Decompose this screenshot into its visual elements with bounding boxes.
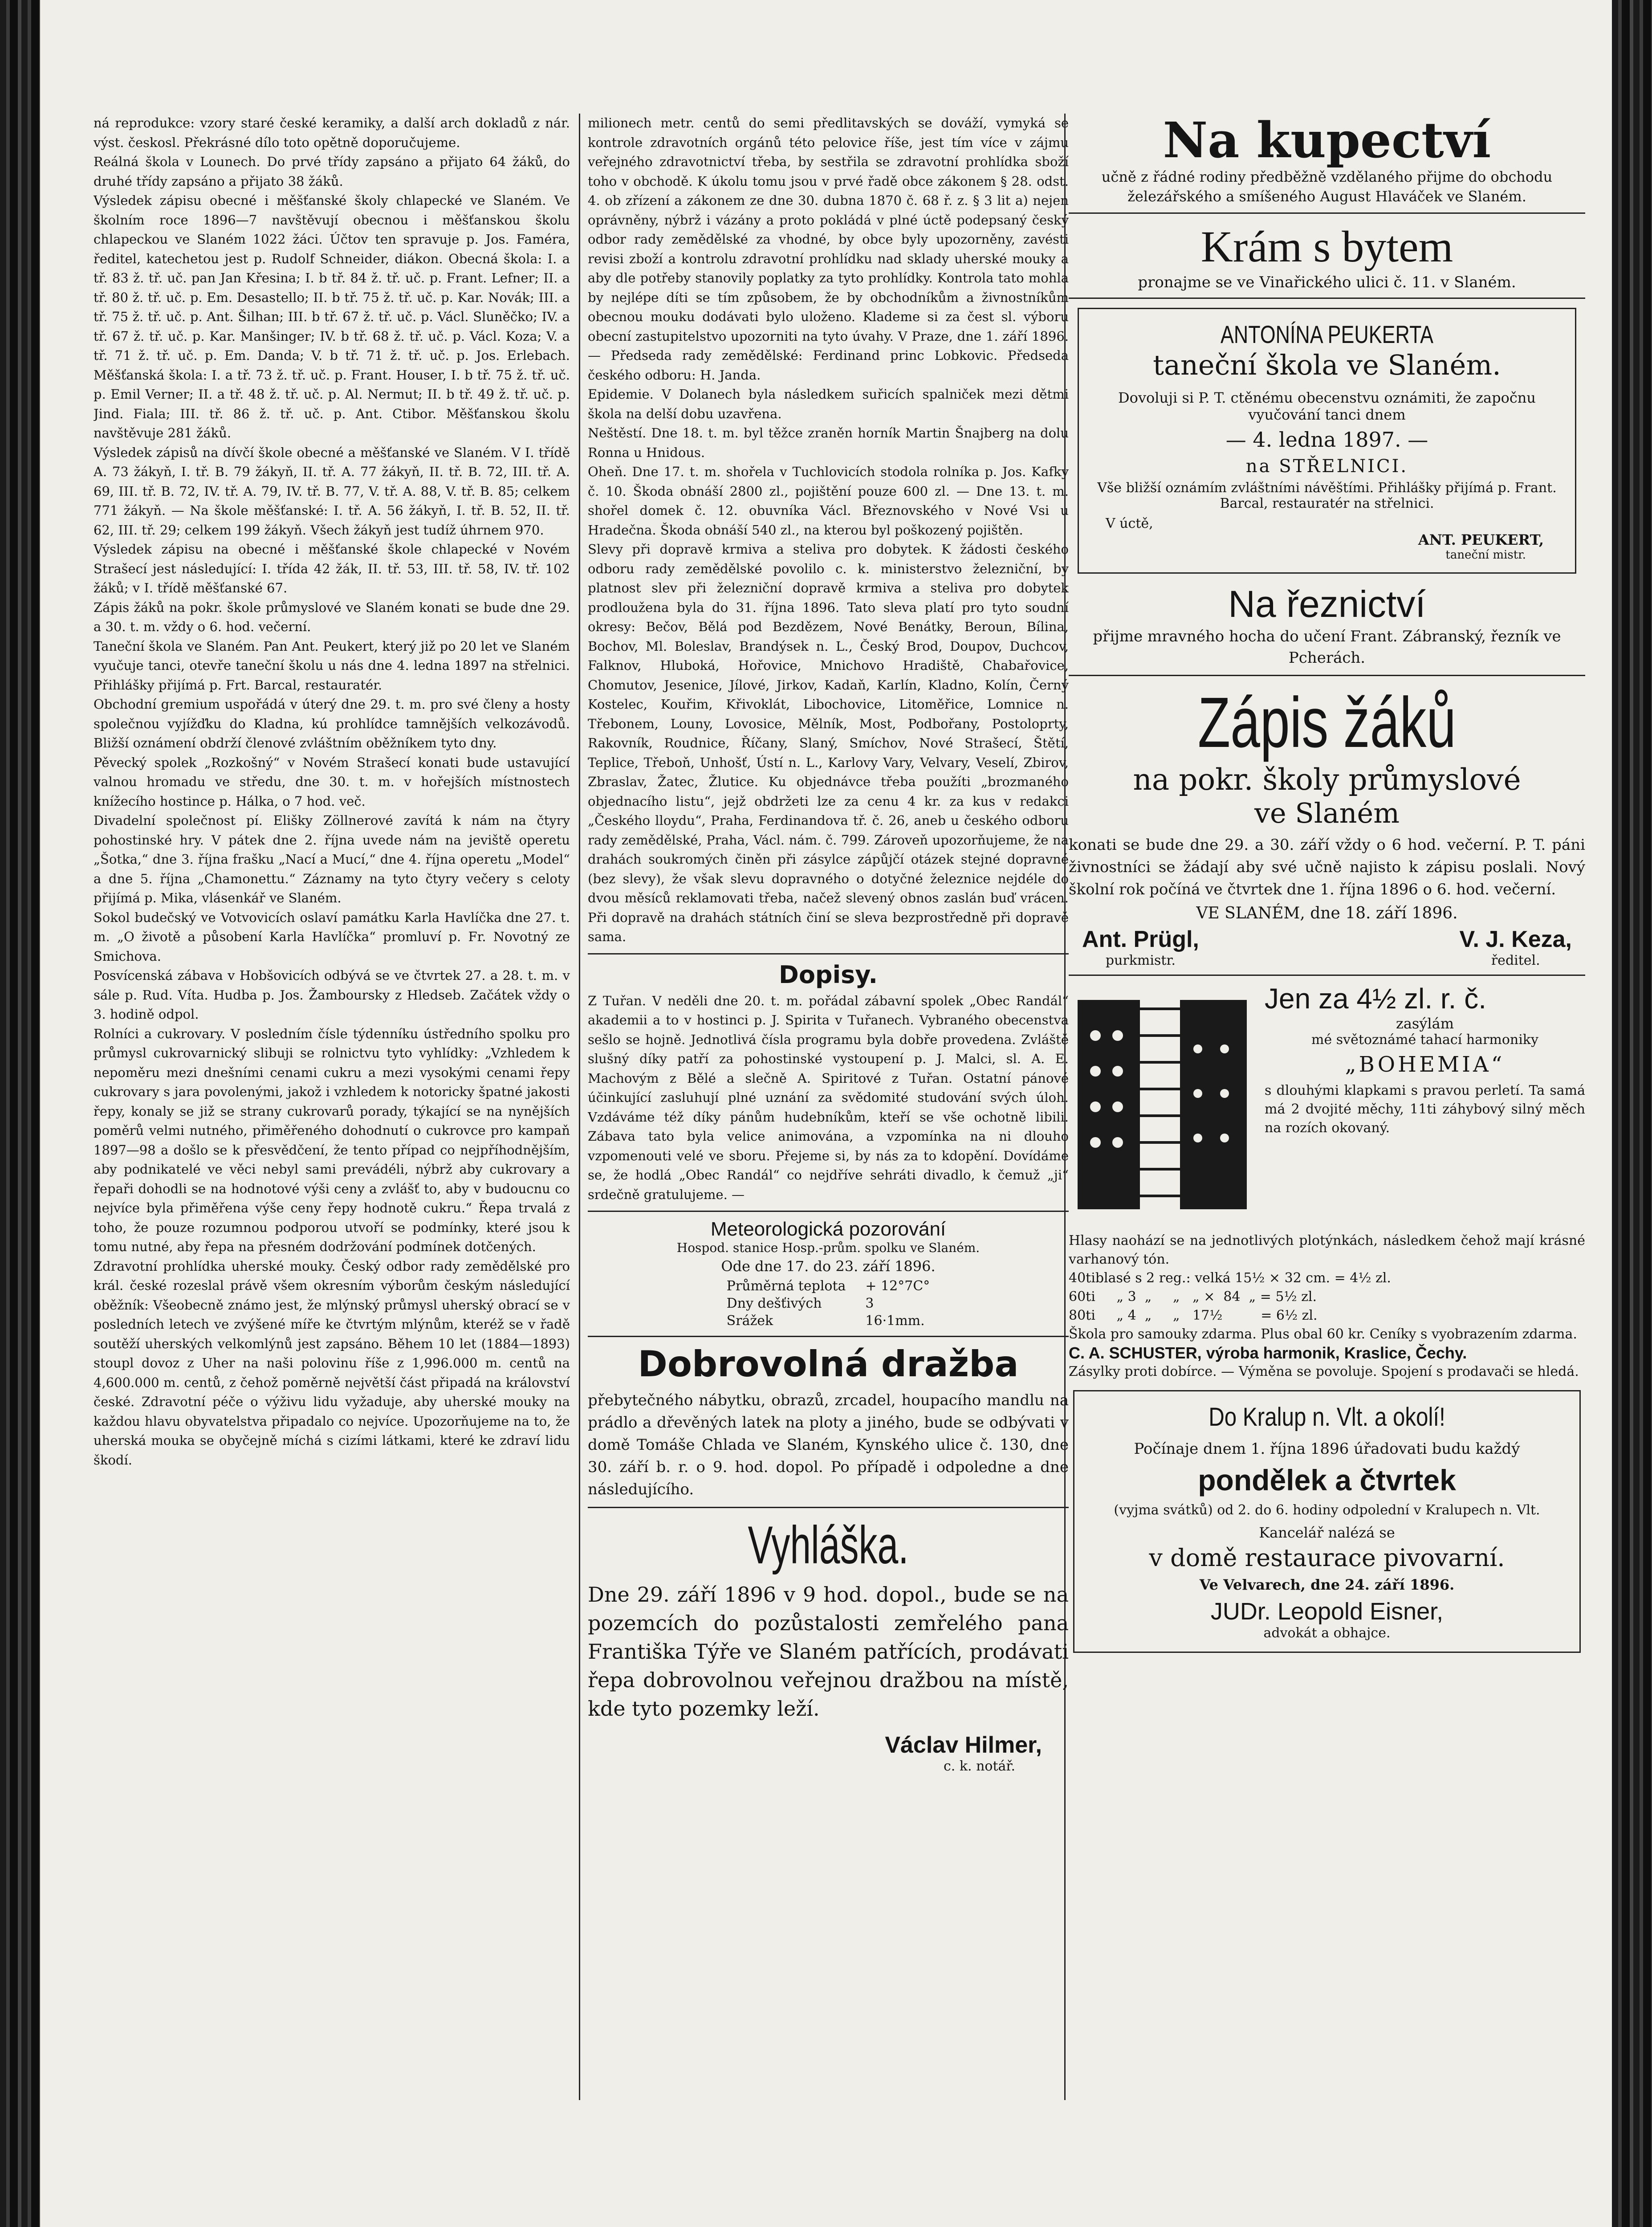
vyhlaska-signature: Václav Hilmer,	[885, 1732, 1042, 1758]
zapis-subtitle-1: na pokr. školy průmyslové	[1133, 763, 1521, 797]
meteo-subtitle: Hospod. stanice Hosp.-prům. spolku ve Slaném.	[676, 1240, 980, 1255]
kupectvi-heading: Na kupectví	[1163, 114, 1491, 169]
news-paragraph: Rolníci a cukrovary. V posledním čísle týdenníku ústředního spolku pro průmysl cukrovarnický slibuji se rolnictvu tyto vyhlídky: „Vzhledem k nepoměru mezi dnešními cenami cukru a mezi vysokými cenami řepy cukrovary s jara povolenými, jakož i vzhledem k notoricky špatné jakosti řepy, konaly se již se strany cukrovarů porady, týkající se na nynějších poměrů velmi nutného, přiměřeného dohodnutí o cukrovce pro kampaň 1897—98 a došlo se k přesvědčení, že tento případ co nejpříhodnějším, aby podnikatelé ve věci nebyl sami prevádéli, nýbrž aby cukrovary a řepaři dohodli se na hodnotové výši ceny a zvlášť to, aby v budoucnu co nejvíce byla přiměřena výše ceny řepy hodnotě cukru.“ Řepa trvalá z toho, že pouze rozumnou podporou utvoří se podmínky, které jsou k tomu nutné, aby řepa na přesném dodržování podmínek dotčených.	[94, 1026, 570, 1254]
zapis-heading: Zápis žáků	[1197, 682, 1457, 762]
accordion-illustration	[1069, 982, 1256, 1232]
harmonika-text-5: Škola pro samouky zdarma. Plus obal 60 kr. Ceníky s vyobrazením zdarma.	[1069, 1326, 1577, 1342]
peukert-date: — 4. ledna 1897. —	[1225, 428, 1428, 452]
meteo-value: 3	[865, 1296, 874, 1311]
peukert-closing: V úctě,	[1106, 516, 1153, 531]
news-paragraph: Reálná škola v Lounech. Do prvé třídy zapsáno a přijato 64 žáků, do druhé třídy zapsáno a přijato 38 žáků.	[94, 154, 570, 189]
dopisy-text: Z Tuřan. V neděli dne 20. t. m. pořádal zábavní spolek „Obec Randál“ akademii a to v hostinci p. J. Spirita v Tuřanech. Vybraného obecenstva sešlo se hojně. Jednotlivá čísla programu byla dobře provedena. Zvláště slušný díky patří za pohostinské vystoupení p. J. Malci, sl. A. E. Machovým z Bělé a slečně A. Spiritové z Tuřan. Ostatní pánové účinkující zasluhují plné uznání za svědomité studování svých úloh. Vzdáváme též díky pánům hudebníkům, kteří se vše ochotně libili. Zábava tato byla velice animována, a vzpomínka na ni dlouho vzpomenouti velé ve sboru. Přejeme si, by nás za to kdopění. Dovídáme se, že hodlá „Obec Randál“ co nejdříve sehráti divadlo, k čemuž „ji“ srdečně gratulujeme. —	[588, 993, 1069, 1202]
vyhlaska-heading: Vyhláška.	[748, 1515, 909, 1575]
peukert-signature: ANT. PEUKERT,	[1418, 531, 1544, 548]
peukert-place: na STŘELNICI.	[1245, 456, 1408, 477]
news-paragraph: Divadelní společnost pí. Elišky Zöllnerové zavítá k nám na čtyry pohostinské hry. V pátek dne 2. října uvede nám na jeviště operetu „Šotka,“ dne 3. října frašku „Nací a Mucí,“ dne 4. října operetu „Model“ a dne 5. října „Chamonettu.“ Záznamy na tyto čtyry večery s celoty přijímá p. Mika, vlásenkář ve Slaném.	[94, 813, 570, 905]
table-row	[717, 1295, 940, 1312]
reznictvi-heading: Na řeznictví	[1228, 583, 1426, 625]
news-paragraph: Epidemie. V Dolanech byla následkem suřicích spalniček mezi dětmi škola na delší dobu uzavřena.	[588, 387, 1069, 421]
meteo-label: Dny dešťivých	[726, 1296, 822, 1311]
divider	[1069, 298, 1585, 299]
kralupy-text-2: (vyjma svátků) od 2. do 6. hodiny odpolední v Kralupech n. Vlt.	[1114, 1502, 1540, 1518]
kupectvi-text: učně z řádné rodiny předběžně vzdělaného přijme do obchodu železářského a smíšeného August Hlaváček ve Slaném.	[1101, 168, 1553, 205]
divider	[1069, 212, 1585, 214]
kralupy-signature: JUDr. Leopold Eisner,	[1210, 1598, 1444, 1625]
divider	[1069, 675, 1585, 676]
news-paragraph: Neštěstí. Dne 18. t. m. byl těžce zraněn horník Martin Šnajberg na dolu Ronna u Hnidous.	[588, 425, 1069, 460]
kralupy-place: v domě restaurace pivovarní.	[1149, 1544, 1505, 1572]
harmonika-text-2: mé světoznámé tahací harmoniky	[1311, 1032, 1538, 1048]
vyhlaska-text: Dne 29. září 1896 v 9 hod. dopol., bude se na pozemcích do pozůstalosti zemřelého pana Františka Týře ve Slaném patřících, prodávati řepa dobrovolnou veřejnou dražbou na místě, kde tyto pozemky leží.	[588, 1583, 1069, 1721]
column-3-ads	[1069, 114, 1585, 2227]
zapis-signature-2-title: ředitel.	[1491, 953, 1540, 968]
news-paragraph: Taneční škola ve Slaném. Pan Ant. Peukert, který již po 20 let ve Slaném vyučuje tanci, otevře taneční školu u nás dne 4. ledna 1897 na střelnici. Přihlášky přijímá p. Frt. Barcal, restauratér.	[94, 638, 570, 693]
news-paragraph: Pěvecký spolek „Rozkošný“ v Novém Strašecí konati bude ustavující valnou hromadu ve středu, dne 30. t. m. v hořejších místnostech knížecího hostince p. Hálka, o 7 hod. več.	[94, 755, 570, 809]
column-2-news	[588, 114, 1069, 2227]
kram-text: pronajme se ve Vinařického ulici č. 11. v Slaném.	[1138, 273, 1516, 291]
zapis-text: konati se bude dne 29. a 30. září vždy o 6 hod. večerní. P. T. páni živnostníci se žádají aby své učně najisto k zápisu poslali. Nový školní rok počíná ve čtvrtek dne 1. října 1896 o 6. hod. večerní.	[1069, 836, 1585, 898]
news-paragraph: Posvícenská zábava v Hobšovicích odbývá se ve čtvrtek 27. a 28. t. m. v sále p. Rud. Víta. Hudba p. Jos. Žamboursky z Hledseb. Začátek vždy o 3. hodině odpol.	[94, 968, 570, 1022]
news-paragraph: ná reprodukce: vzory staré české keramiky, a další arch dokladů z nár. výst. českosl. Překrásné dílo toto opětně doporučujeme.	[94, 115, 570, 150]
kralupy-signature-title: advokát a obhajce.	[1263, 1625, 1391, 1641]
meteo-value: 16·1mm.	[865, 1313, 925, 1329]
divider	[588, 1336, 1069, 1337]
meteo-table	[717, 1277, 940, 1330]
scan-left-edge	[0, 0, 40, 2227]
divider	[588, 1507, 1069, 1508]
harmonika-company: C. A. SCHUSTER, výroba harmonik, Kraslice, Čechy.	[1069, 1344, 1467, 1362]
peukert-ad	[1078, 308, 1576, 574]
divider	[588, 1211, 1069, 1212]
zapis-signature-2: V. J. Keza,	[1459, 926, 1572, 952]
harmonika-brand: „BOHEMIA“	[1345, 1052, 1505, 1077]
dopisy-heading: Dopisy.	[779, 960, 878, 989]
kralupy-ad	[1073, 1390, 1581, 1653]
news-paragraph: milionech metr. centů do semi předlitavských se dováží, vymyká se kontrole zdravotních orgánů této pelovice říše, jest tím více v zájmu veřejného zdravotnictví třeba, by sestřila se zdravotní prohlídka sboží toho v obchodě. K úkolu tomu jsou v prvé řadě obce zákonem § 28. odst. 4. ob zřízení a zákonem ze dne 30. dubna 1870 č. 68 ř. z. § 3 lit a) nejen oprávněny, nýbrž i vázány a proto pokládá v plné úctě podepsaný český odbor rady zemědělské za vhodné, by obce byly upozorněny, zavésti revisi zboží a kontrolu zdravotní prohlídku nad sklady uherské mouky a aby dle potřeby stanovily poplatky za tyto prohlídky. Kontrola tato mohla by nejlépe díti se tím způsobem, že by obchodníkům a živnostníkům obecnou mouku dodávati bylo uloženo. Klademe si za čest sl. výboru obecní zastupitelstvo upozorniti na tyto úvahy. V Praze, dne 1. září 1896. — Předseda rady zemědělské: Ferdinand princ Lobkovic. Předseda českého odboru: H. Janda.	[588, 115, 1069, 383]
meteo-title: Meteorologická pozorování	[710, 1218, 946, 1240]
harmonika-text-block	[1265, 982, 1585, 1232]
harmonika-price-row: 40tiblasé s 2 reg.: velká 15½ × 32 cm. = 4½ zl.	[1069, 1270, 1391, 1286]
peukert-title: ANTONÍNA PEUKERTA	[1221, 320, 1433, 348]
zapis-subtitle-2: ve Slaném	[1254, 797, 1400, 829]
drazba-heading: Dobrovolná dražba	[638, 1343, 1019, 1385]
meteo-dates: Ode dne 17. do 23. září 1896.	[721, 1258, 936, 1275]
kralupy-text-3: Kancelář nalézá se	[1259, 1524, 1395, 1541]
news-paragraph: Sokol budečský ve Votvovicích oslaví památku Karla Havlíčka dne 27. t. m. „O životě a působení Karla Havlíčka“ promluví p. Fr. Novotný ze Smichova.	[94, 910, 570, 964]
meteo-label: Srážek	[726, 1313, 773, 1329]
peukert-text: Dovoluji si P. T. ctěnému obecenstvu oznámiti, že započnu vyučování tanci dnem	[1118, 389, 1536, 423]
zapis-signatures	[1069, 926, 1585, 968]
harmonika-text-6: Zásylky proti dobírce. — Výměna se povoluje. Spojení s prodavači se hledá.	[1069, 1364, 1579, 1379]
table-row	[717, 1312, 940, 1330]
drazba-text: přebytečného nábytku, obrazů, zrcadel, houpacího mandlu na prádlo a dřevěných latek na ploty a jiného, bude se odbývati v domě Tomáše Chlada ve Slaném, Kynského ulice č. 130, dne 30. září b. r. o 9. hod. dopol. Po případě i odpoledne a dne následujícího.	[588, 1391, 1069, 1498]
harmonika-price: Jen za 4½ zl. r. č.	[1265, 983, 1486, 1015]
table-row	[717, 1277, 940, 1295]
column-1-news	[94, 114, 570, 2227]
news-paragraph: Oheň. Dne 17. t. m. shořela v Tuchlovicích stodola rolníka p. Jos. Kafky č. 10. Škoda obnáší 2800 zl., pojištění pouze 600 zl. — Dne 13. t. m. shořel domek č. 12. obuvníka Václ. Březnovského v Nové Vsi u Hradečna. Škoda obnáší 540 zl., na kterou byl poškozený pojištěn.	[588, 464, 1069, 538]
news-paragraph: Výsledek zápisu na obecné i měšťanské škole chlapecké v Novém Strašecí jest následující: I. třída 42 žák, II. tř. 53, III. tř. 58, IV. tř. 102 žáků; v I. třídě měšťanské 67.	[94, 542, 570, 595]
news-paragraph: Výsledek zápisu obecné i měšťanské školy chlapecké ve Slaném. Ve školním roce 1896—7 navštěvují obecnou i měšťanskou školu chlapeckou ve Slaném 1022 žáci. Účtov ten spravuje p. Jos. Faméra, ředitel, katechetou jest p. Rudolf Schneider, diákon. Obecná škola: I. a tř. 83 ž. tř. uč. pan Jan Křesina; I. b tř. 84 ž. tř. uč. p. Frant. Lefner; II. a tř. 80 ž. tř. uč. p. Em. Desastello; II. b tř. 75 ž. tř. uč. p. Kar. Novák; III. a tř. 75 ž. tř. uč. p. Ant. Šilhan; III. b tř. 67 ž. tř. uč. p. Václ. Sluněčko; IV. a tř. 67 ž. tř. uč. p. Kar. Manšinger; IV. b tř. 68 ž. tř. uč. p. Václ. Koza; V. a tř. 71 ž. tř. uč. p. Em. Danda; V. b tř. 71 ž. tř. uč. p. Jos. Erlebach. Měšťanská škola: I. a tř. 73 ž. tř. uč. p. Frant. Houser, I. b tř. 75 ž. tř. uč. p. Emil Verner; II. a tř. 48 ž. tř. uč. p. Al. Nermut; II. b tř. 49 ž. tř. uč. p. Jind. Fiala; III. tř. 86 ž. tř. uč. p. Ant. Ctibor. Měšťanskou školu navštěvuje 281 žáků.	[94, 193, 570, 441]
harmonika-text-3: s dlouhými klapkami s pravou perletí. Ta samá má 2 dvojité měchy, 11ti záhybový silný měch na rozích okovaný.	[1265, 1083, 1585, 1136]
harmonika-ad	[1069, 982, 1585, 1232]
harmonika-price-row: 80ti „ 4 „ „ 17½ = 6½ zl.	[1069, 1308, 1318, 1323]
news-paragraph: Obchodní gremium uspořádá v úterý dne 29. t. m. pro své členy a hosty společnou vyjížďku do Kladna, kú prohlídce tamnějších velkozávodů. Bližší oznámení obdrží členové zvláštním oběžníkem tyto dny.	[94, 697, 570, 750]
kralupy-date: Ve Velvarech, dne 24. září 1896.	[1199, 1576, 1455, 1593]
meteo-label: Průměrná teplota	[726, 1278, 846, 1294]
vyhlaska-signature-title: c. k. notář.	[943, 1758, 1015, 1774]
harmonika-price-row: 60ti „ 3 „ „ „ × 84 „ = 5½ zl.	[1069, 1289, 1317, 1305]
kram-heading: Krám s bytem	[1200, 222, 1453, 271]
news-paragraph: Zápis žáků na pokr. škole průmyslové ve Slaném konati se bude dne 29. a 30. t. m. vždy o 6. hod. večerní.	[94, 600, 570, 634]
kralupy-days: pondělek a čtvrtek	[1198, 1464, 1456, 1497]
reznictvi-text: přijme mravného hocha do učení Frant. Zábranský, řezník ve Pcherách.	[1093, 628, 1561, 667]
column-rule-1	[579, 114, 580, 2100]
divider	[588, 953, 1069, 954]
scan-right-edge	[1612, 0, 1652, 2227]
news-paragraph: Výsledek zápisů na dívčí škole obecné a měšťanské ve Slaném. V I. třídě A. 73 žákyň, I. tř. B. 79 žákyň, II. tř. A. 77 žákyň, II. tř. B. 72, III. tř. A. 69, III. tř. B. 72, IV. tř. A. 79, IV. tř. B. 77, V. tř. A. 88, V. tř. B. 85; celkem 771 žákyň. — Na škole měšťanské: I. tř. A. 56 žákyň, I. tř. B. 52, II. tř. 62, III. tř. 29; celkem 199 žákyň. Všech žákyň jest tudíž úhrnem 970.	[94, 445, 570, 538]
harmonika-text-1: zasýlám	[1396, 1015, 1454, 1032]
kralupy-heading: Do Kralup n. Vlt. a okolí!	[1208, 1403, 1445, 1432]
peukert-signature-title: taneční mistr.	[1445, 548, 1526, 562]
divider	[1069, 975, 1585, 976]
meteo-value: + 12°7C°	[865, 1278, 930, 1294]
peukert-subtitle: taneční škola ve Slaném.	[1153, 349, 1501, 381]
news-paragraph: Slevy při dopravě krmiva a steliva pro dobytek. K žádosti českého odboru rady zemědělské povolilo c. k. ministerstvo železniční, by platnost slev při železniční dopravě krmiva a steliva pro dobytek prodloužena byla do 31. října 1896. Tato sleva platí pro tyto soudní okresy: Bečov, Bělá pod Bezdězem, Nové Benátky, Beroun, Bílina, Bochov, Ml. Boleslav, Brandýsek n. L., Český Brod, Doupov, Duchcov, Falknov, Hluboká, Hořovice, Mnichovo Hradiště, Chabařovice, Chomutov, Jesenice, Jílové, Jirkov, Kadaň, Karlín, Kladno, Kolín, Černý Kostelec, Kouřim, Křivoklát, Libochovice, Litoměřice, Lomnice n. Třebonem, Louny, Lovosice, Mělník, Most, Podbořany, Postoloprty, Rakovník, Roudnice, Říčany, Slaný, Smíchov, Nové Strašecí, Štětí, Teplice, Třeboň, Unhošť, Ústí n. L., Karlovy Vary, Velvary, Veselí, Zbirov, Zbraslav, Žatec, Žlutice. Ku objednávce třeba použíti „brozmaného objednacího listu“, jejž obdržeti lze za cenu 4 kr. za kus v redakci „Českého lloydu“, Praha, Ferdinandova tř. č. 26, aneb u českého odboru rady zemědělské, Praha, Václ. nám. č. 799. Zároveň upozorňujeme, že na drahách soukromých činěn při zásylce zápůjčí otázek stejné dopravné (bez slevy), že však slevu dopravného o dotyčné železnice nejdéle do dvou měsíců reklamovati třeba, načež slevený obnos zaslán buď vrácen. Při dopravě na drahách státních činí se sleva bezprostředně při dopravě sama.	[588, 542, 1069, 944]
news-paragraph: Zdravotní prohlídka uherské mouky. Český odbor rady zemědělské pro král. české rozeslal právě všem okresním výborům českým následující oběžník: Všeobecně známo jest, že mlýnský průmysl uherský obrací se v posledních letech ve zvýšené míře ke čtvrtým mlýnům, kteréž se v řadě soutěží uherských velkomlýnů jest zapsáno. Během 10 let (1884—1893) stoupl dovoz z Uher na naši polovinu říše z 1,996.000 m. centů na 4,600.000 m. centů, z čehož poměrně největší část připadá na království české. Zdravotní péče o výživu lidu vyžaduje, aby uherské mouky na každou hlavu obyvatelstva připadalo co nejvíce. Upozorňujeme na to, že uherská mouka se obyčejně míchá s cizími látkami, které ke zdraví lidu škodí.	[94, 1258, 570, 1468]
kralupy-text: Počínaje dnem 1. října 1896 úřadovati budu každý	[1134, 1440, 1520, 1458]
zapis-signature-1-title: purkmistr.	[1105, 953, 1176, 968]
peukert-text2: Vše bližší oznámím zvláštními návěštími. Přihlášky přijímá p. Frant. Barcal, restauratér na střelnici.	[1097, 480, 1557, 511]
harmonika-text-4: Hlasy naohází se na jednotlivých plotýnkách, následkem čehož mají krásné varhanový tón.	[1069, 1233, 1585, 1267]
zapis-signature-1: Ant. Prügl,	[1082, 926, 1199, 952]
zapis-place-date: VE SLANÉM, dne 18. září 1896.	[1196, 904, 1458, 922]
